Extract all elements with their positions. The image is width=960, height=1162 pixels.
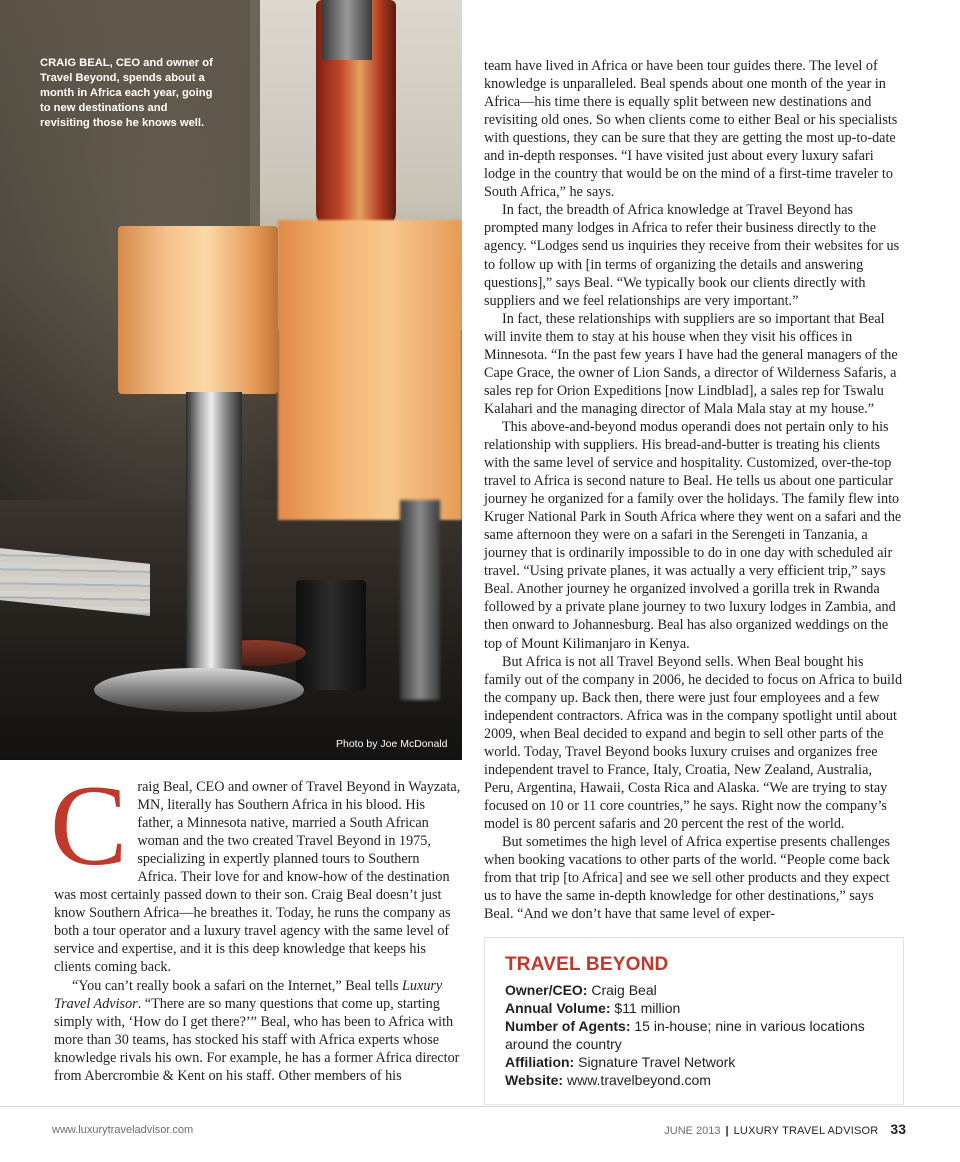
info-row-affiliation	[505, 1053, 885, 1071]
info-value: 15 in-house; nine in various locations around the country	[505, 1018, 865, 1052]
photo-lamp-base	[94, 668, 304, 712]
quote-text-continued: . “There are so many questions that come up, starting simply with, ‘How do I get there?’” Beal, who has been to Africa with more than 30 teams, has stocked his staff with Africa experts whose knowledge rivals his own. For example, he has a former Africa director from Abercrombie & Kent on his staff. Other members of his	[54, 995, 460, 1084]
article-paragraph: But sometimes the high level of Africa expertise presents challenges when booking vacations to other parts of the world. “People come back from that trip [to Africa] and see we sell other products and they expect us to have the same in-depth knowledge for other destinations,” says Beal. “And we don’t have that same level of exper-	[484, 834, 891, 923]
info-row-owner	[505, 981, 885, 999]
photo-tap-handle	[322, 0, 372, 60]
photo-lamp-stem	[186, 392, 242, 692]
info-label: Annual Volume:	[505, 1000, 611, 1016]
photo-lamp-stem-rear	[400, 500, 440, 700]
publication-title: LUXURY TRAVEL ADVISOR	[733, 1125, 879, 1137]
info-row-volume	[505, 999, 885, 1017]
lead-text: raig Beal, CEO and owner of Travel Beyond in Wayzata, MN, literally has Southern Africa in his blood. His father, a Minnesota native, married a South African woman and the two created Travel Beyond in 1975, specializing in expertly planned tours to Southern Africa. Their love for and know-how of the destination was most certainly passed down to their son. Craig Beal doesn’t just know Southern Africa—he breathes it. Today, he runs the company as both a tour operator and a luxury travel agency with the same level of service and expertise, and it is this deep knowledge that keeps his clients coming back.	[54, 779, 461, 976]
article-paragraph: In fact, the breadth of Africa knowledge at Travel Beyond has prompted many lodges in Africa to refer their business directly to the agency. “Lodges send us inquiries they receive from their websites for us to follow up with [in terms of organizing the details and answering questions],” says Beal. “We typically book our clients directly with suppliers and we feel relationships are very important.”	[484, 202, 900, 309]
folio-separator: |	[725, 1125, 729, 1137]
column-rule	[461, 0, 462, 60]
info-value: Craig Beal	[591, 982, 657, 998]
article-paragraph: This above-and-beyond modus operandi does not pertain only to his relationship with suppliers. His bread-and-butter is treating his clients with the same level of service and hospitality. Customized, over-the-top travel to Africa is second nature to Beal. He tells us about one particular journey he organized for a family over the holidays. The family flew into Kruger National Park in South Africa where they went on a safari and the same afternoon they were on a safari in the Serengeti in Tanzania, a journey that is ordinarily impossible to do in one day with scheduled air travel. “Using private planes, it was actually a very efficient trip,” says Beal. Another journey he organized involved a gorilla trek in Rwanda followed by a private plane journey to two luxury lodges in Zambia, and then onward to Johannesburg. Beal has also organized weddings on the top of Mount Kilimanjaro in Kenya.	[484, 418, 902, 652]
info-row-website	[505, 1071, 885, 1089]
info-label: Owner/CEO:	[505, 982, 588, 998]
info-label: Number of Agents:	[505, 1018, 631, 1034]
article-right-column	[484, 57, 904, 923]
company-info-box	[484, 937, 904, 1105]
quote-text: “You can’t really book a safari on the Internet,” Beal tells	[72, 977, 403, 994]
website-link[interactable]: www.travelbeyond.com	[566, 1072, 711, 1088]
issue-date: JUNE 2013	[664, 1125, 721, 1137]
publication-name: Luxury Travel Advisor	[54, 977, 443, 1012]
article-paragraph: team have lived in Africa or have been tour guides there. The level of knowledge is unparalleled. Beal spends about one month of the year in Africa—his time there is equally split between new destinations and revisiting old ones. So when clients come to either Beal or his specialists with questions, they can be sure that they are getting the most up-to-date and in-depth responses. “I have visited just about every luxury safari lodge in the country that would be on the mind of a first-time traveler to South Africa,” he says.	[484, 58, 898, 201]
info-box-title: TRAVEL BEYOND	[505, 954, 669, 975]
info-value: Signature Travel Network	[578, 1054, 736, 1070]
article-left-column	[50, 762, 462, 1085]
photo-caption: CRAIG BEAL, CEO and owner of Travel Beyond, spends about a month in Africa each year, going to new destinations and revisiting those he knows well.	[40, 57, 213, 130]
article-paragraph: But Africa is not all Travel Beyond sells. When Beal bought his family out of the company in 2006, he decided to focus on Africa to build the company up. Back then, there were just four employees and a few independent contractors. Africa was in the company spotlight until about 2009, when Beal decided to expand and begin to sell other parts of the world. Today, Travel Beyond books luxury cruises and organizes free independent travel to France, Italy, Croatia, New Zealand, Australia, Peru, Argentina, Hawaii, Costa Rica and Alaska. “We are trying to stay focused on 10 or 11 core countries,” he says. Right now the company’s model is 80 percent safaris and 20 percent the rest of the world.	[484, 653, 903, 832]
photo-lamp-shade-rear	[278, 220, 462, 520]
article-paragraph	[54, 977, 462, 1085]
photo-lamp-shade	[118, 226, 278, 394]
page-number: 33	[890, 1121, 906, 1137]
footer-url[interactable]: www.luxurytraveladvisor.com	[52, 1124, 194, 1136]
drop-cap: C	[50, 762, 128, 890]
footer-folio	[664, 1121, 906, 1137]
info-label: Affiliation:	[505, 1054, 575, 1070]
photo-credit: Photo by Joe McDonald	[336, 738, 448, 750]
info-label: Website:	[505, 1072, 564, 1088]
info-row-agents	[505, 1017, 885, 1053]
feature-photo	[0, 0, 462, 760]
info-value: $11 million	[614, 1000, 681, 1016]
footer-rule	[0, 1106, 960, 1107]
article-paragraph: In fact, these relationships with suppliers are so important that Beal will invite them to stay at his house when they visit his offices in Minnesota. “In the past few years I have had the general managers of the Cape Grace, the owner of Lion Sands, a director of Wilderness Safaris, a sales rep for Orion Expeditions [now Lindblad], a sales rep for Tswalu Kalahari and the managing director of Mala Mala stay at my house.”	[484, 310, 898, 417]
photo-cup	[296, 580, 366, 690]
